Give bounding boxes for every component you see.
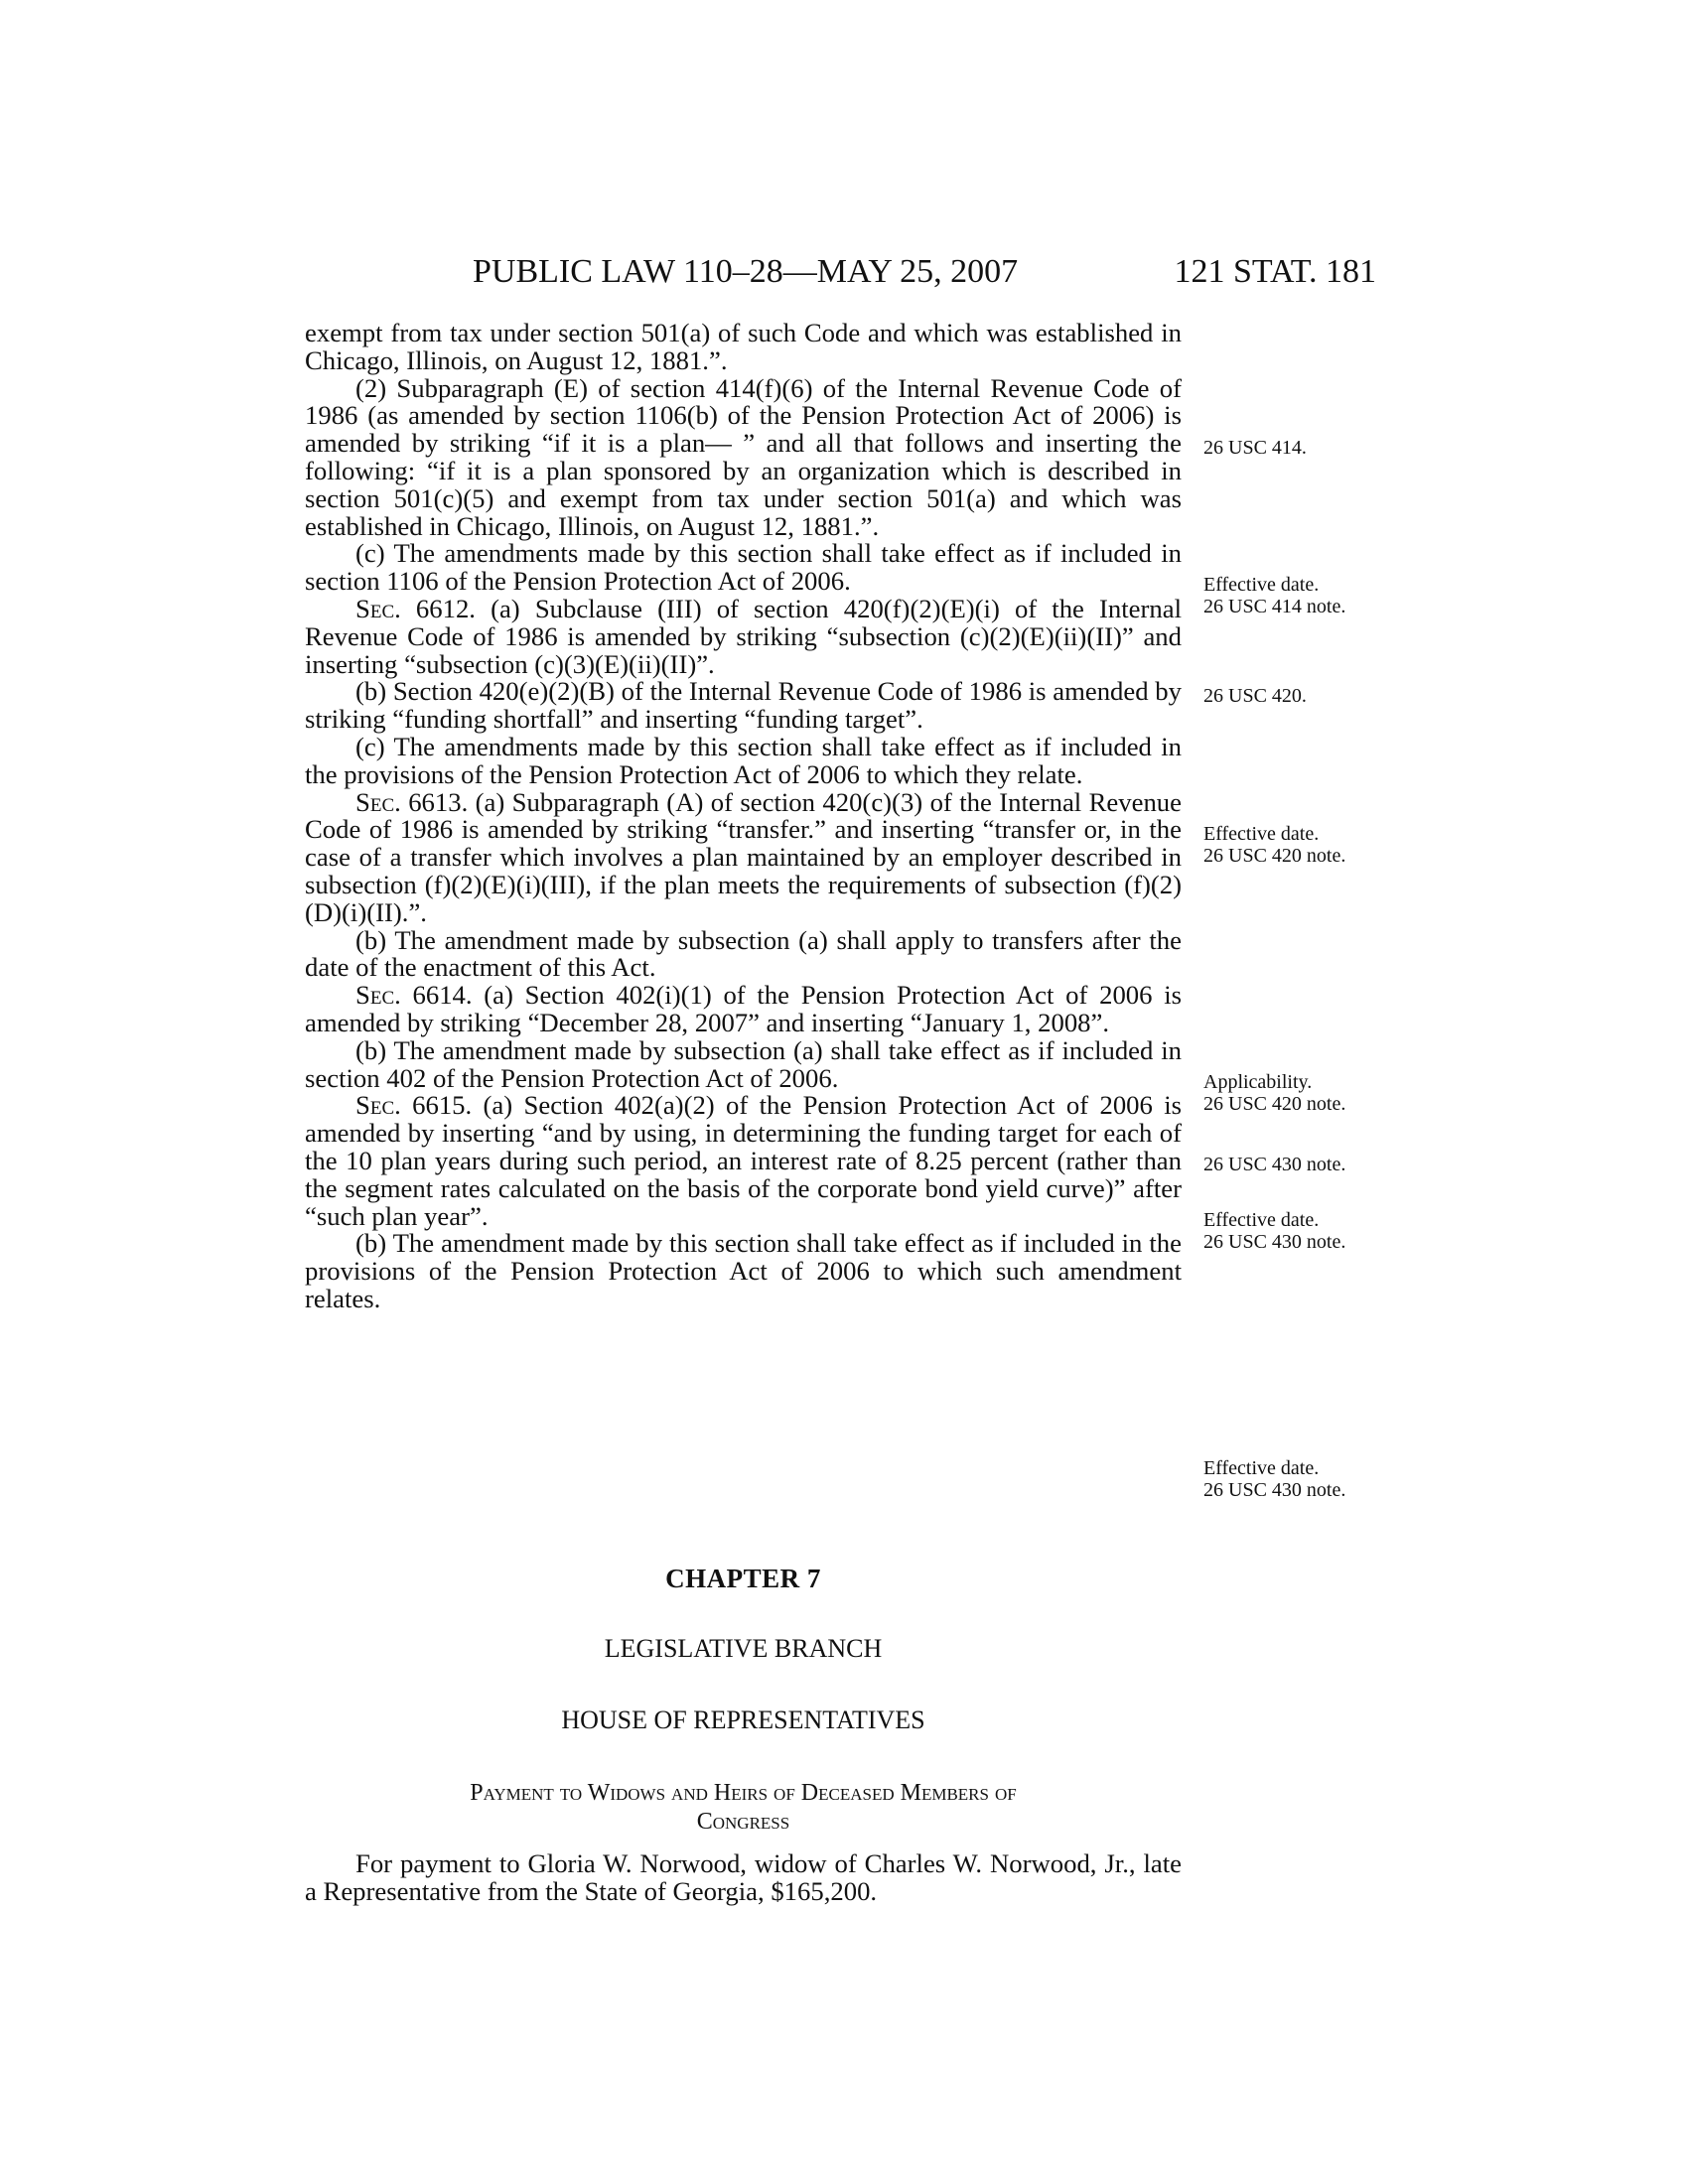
- margin-note: Applicability. 26 USC 420 note.: [1203, 1071, 1346, 1115]
- running-header-title: PUBLIC LAW 110–28—MAY 25, 2007: [473, 253, 1019, 290]
- margin-note: Effective date. 26 USC 430 note.: [1203, 1457, 1346, 1501]
- final-paragraph: For payment to Gloria W. Norwood, widow of Charles W. Norwood, Jr., late a Representative from the State of Georgia, $165,200.: [305, 1848, 1182, 1906]
- paragraph: (c) The amendments made by this section shall take effect as if included in section 1106 of the Pension Protection Act of 2006.: [305, 538, 1182, 597]
- margin-note: Effective date. 26 USC 414 note.: [1203, 574, 1346, 617]
- paragraph: (b) The amendment made by subsection (a) shall apply to transfers after the date of the enactment of this Act.: [305, 924, 1182, 983]
- branch-heading: LEGISLATIVE BRANCH: [604, 1634, 883, 1663]
- paragraph: (b) The amendment made by subsection (a) shall take effect as if included in section 402 of the Pension Protection Act of 2006.: [305, 1034, 1182, 1093]
- paragraph: (c) The amendments made by this section shall take effect as if included in the provisions of the Pension Protection Act of 2006 to which they relate.: [305, 731, 1182, 789]
- paragraph: (b) Section 420(e)(2)(B) of the Internal Revenue Code of 1986 is amended by striking “funding shortfall” and inserting “funding target”.: [305, 676, 1182, 735]
- section-paragraph: Sec. 6613. (a) Subparagraph (A) of section 420(c)(3) of the Internal Revenue Code of 1986 is amended by striking “transfer.” and inserting “transfer or, in the case of a transfer which involves a plan maintained by an employer described in subsection (f)(2)(E)(i)(III), if the plan meets the requirements of subsection (f)(2)(D)(i)(II).”.: [305, 786, 1182, 927]
- subheading-line: Congress: [696, 1809, 790, 1835]
- subheading: [305, 1779, 1182, 1837]
- paragraph: (2) Subparagraph (E) of section 414(f)(6) of the Internal Revenue Code of 1986 (as amended by section 1106(b) of the Pension Protection Act of 2006) is amended by striking “if it is a plan— ” and all that follows and inserting the following: “if it is a plan sponsored by an organization which is described in section 501(c)(5) and exempt from tax under section 501(a) and which was established in Chicago, Illinois, on August 12, 1881.”.: [305, 372, 1182, 541]
- running-header-stat: 121 STAT. 181: [1174, 253, 1376, 290]
- margin-note: 26 USC 430 note.: [1203, 1154, 1346, 1175]
- section-paragraph: Sec. 6614. (a) Section 402(i)(1) of the Pension Protection Act of 2006 is amended by striking “December 28, 2007” and inserting “January 1, 2008”.: [305, 980, 1182, 1037]
- paragraph: exempt from tax under section 501(a) of such Code and which was established in Chicago, Illinois, on August 12, 1881.”.: [305, 318, 1182, 375]
- house-heading: HOUSE OF REPRESENTATIVES: [561, 1706, 925, 1734]
- section-paragraph: Sec. 6615. (a) Section 402(a)(2) of the Pension Protection Act of 2006 is amended by inserting “and by using, in determining the funding target for each of the 10 plan years during such period, an interest rate of 8.25 percent (rather than the segment rates calculated on the basis of the corporate bond yield curve)” after “such plan year”.: [305, 1090, 1182, 1231]
- margin-note: Effective date. 26 USC 430 note.: [1203, 1209, 1346, 1253]
- margin-note: 26 USC 414.: [1203, 437, 1307, 459]
- margin-note: 26 USC 420.: [1203, 685, 1307, 707]
- body-text: [305, 320, 1182, 1313]
- paragraph: (b) The amendment made by this section shall take effect as if included in the provisions of the Pension Protection Act of 2006 to which such amendment relates.: [305, 1228, 1182, 1313]
- subheading-line: Payment to Widows and Heirs of Deceased Members of: [470, 1780, 1017, 1806]
- margin-note: Effective date. 26 USC 420 note.: [1203, 823, 1346, 867]
- chapter-title: CHAPTER 7: [665, 1564, 821, 1593]
- section-paragraph: Sec. 6612. (a) Subclause (III) of section 420(f)(2)(E)(i) of the Internal Revenue Code of 1986 is amended by striking “subsection (c)(2)(E)(ii)(II)” and inserting “subsection (c)(3)(E)(ii)(II)”.: [305, 593, 1182, 679]
